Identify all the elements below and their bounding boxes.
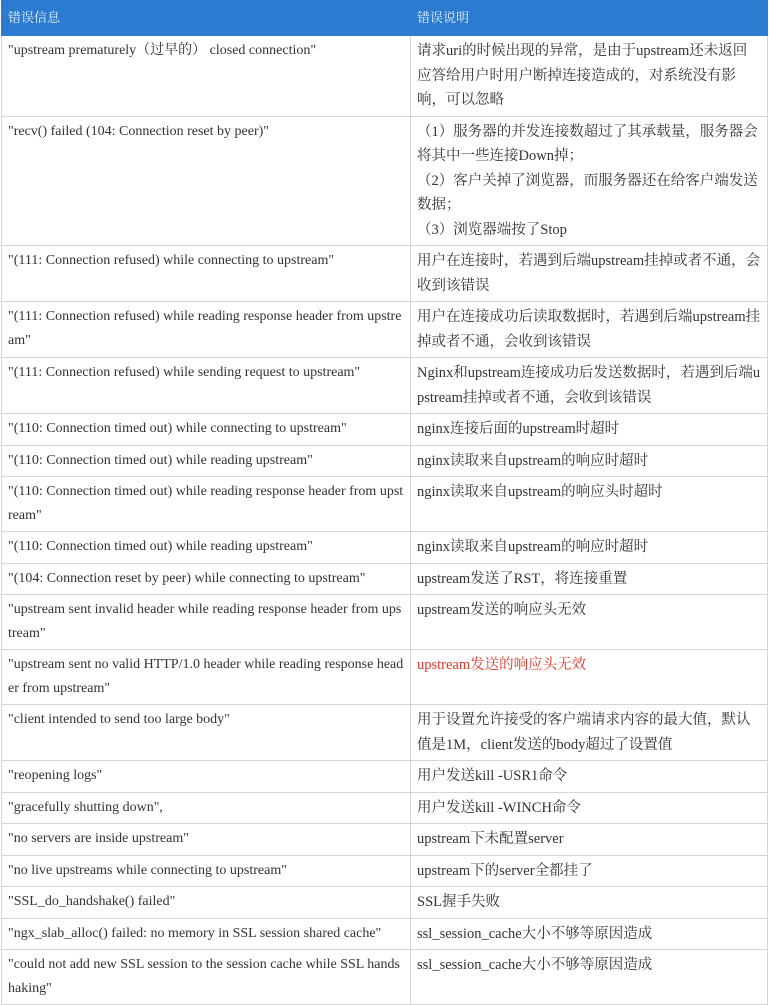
error-description-cell — [411, 116, 768, 246]
error-description-cell — [411, 918, 768, 950]
error-description-cell — [411, 358, 768, 414]
description-line: 请求uri的时候出现的异常，是由于upstream还未返回应答给用户时用户断掉连接造成的，对系统没有影响，可以忽略 — [417, 43, 748, 108]
description-line: ssl_session_cache大小不够等原因造成 — [417, 925, 653, 942]
description-line: upstream下未配置server — [417, 831, 564, 847]
description-line: nginx连接后面的upstream时超时 — [417, 421, 620, 437]
table-row — [2, 705, 768, 761]
description-line: nginx读取来自upstream的响应时超时 — [417, 539, 649, 555]
table-row — [2, 532, 768, 564]
table-row — [2, 824, 768, 856]
table-row — [2, 445, 768, 477]
description-line: 用户发送kill -USR1命令 — [417, 768, 568, 784]
error-description-cell — [411, 887, 768, 919]
description-line: nginx读取来自upstream的响应时超时 — [417, 452, 649, 469]
description-line: SSL握手失败 — [417, 894, 500, 910]
table-body — [2, 36, 768, 1005]
error-message-cell: "could not add new SSL session to the session cache while SSL handshaking" — [2, 950, 411, 1005]
description-line: upstream发送了RST，将连接重置 — [417, 570, 628, 587]
error-description-cell — [411, 950, 768, 1005]
error-message-cell: "client intended to send too large body" — [2, 705, 411, 761]
table-row — [2, 246, 768, 302]
error-message-cell: "gracefully shutting down", — [2, 792, 411, 824]
error-message-cell: "SSL_do_handshake() failed" — [2, 887, 411, 919]
error-message-cell: "upstream sent invalid header while reading response header from upstream" — [2, 595, 411, 650]
table-row — [2, 918, 768, 950]
table-header-row — [2, 1, 768, 36]
error-description-cell — [411, 761, 768, 793]
table-row — [2, 116, 768, 246]
error-message-cell: "(111: Connection refused) while reading response header from upstream" — [2, 302, 411, 358]
error-description-cell — [411, 445, 768, 477]
table-row — [2, 792, 768, 824]
error-message-cell: "upstream prematurely（过早的） closed connection" — [2, 36, 411, 117]
header-error-info: 错误信息 — [2, 1, 411, 36]
description-line: 用户发送kill -WINCH命令 — [417, 799, 581, 816]
description-line: （1）服务器的并发连接数超过了其承载量，服务器会将其中一些连接Down掉； — [417, 123, 758, 164]
description-line: （2）客户关掉了浏览器，而服务器还在给客户端发送数据； — [417, 172, 758, 213]
error-message-cell: "(111: Connection refused) while connecting to upstream" — [2, 246, 411, 302]
description-line: upstream下的server全都挂了 — [417, 862, 593, 879]
error-message-cell: "no live upstreams while connecting to upstream" — [2, 855, 411, 887]
description-line: Nginx和upstream连接成功后发送数据时，若遇到后端upstream挂掉或者不通，会收到该错误 — [417, 365, 761, 406]
table-row — [2, 950, 768, 1005]
error-description-cell — [411, 302, 768, 358]
error-message-cell: "(110: Connection timed out) while reading response header from upstream" — [2, 477, 411, 532]
error-description-cell — [411, 36, 768, 117]
description-line: 用户在连接时，若遇到后端upstream挂掉或者不通，会收到该错误 — [417, 253, 761, 294]
table-row — [2, 302, 768, 358]
error-description-cell — [411, 246, 768, 302]
table-row — [2, 36, 768, 117]
error-message-cell: "(110: Connection timed out) while connecting to upstream" — [2, 414, 411, 446]
error-description-cell — [411, 477, 768, 532]
error-description-cell — [411, 855, 768, 887]
error-description-cell — [411, 824, 768, 856]
description-line: （3）浏览器端按了Stop — [417, 221, 567, 238]
error-message-cell: "ngx_slab_alloc() failed: no memory in SSL session shared cache" — [2, 918, 411, 950]
error-message-cell: "(110: Connection timed out) while reading upstream" — [2, 532, 411, 564]
table-row — [2, 563, 768, 595]
description-line: upstream发送的响应头无效 — [417, 657, 587, 673]
error-message-cell: "upstream sent no valid HTTP/1.0 header while reading response header from upstream" — [2, 650, 411, 705]
table-row — [2, 887, 768, 919]
description-line: 用户在连接成功后读取数据时，若遇到后端upstream挂掉或者不通，会收到该错误 — [417, 309, 761, 350]
error-message-cell: "(111: Connection refused) while sending request to upstream" — [2, 358, 411, 414]
error-table — [1, 0, 768, 1005]
error-message-cell: "(110: Connection timed out) while reading upstream" — [2, 445, 411, 477]
table-row — [2, 477, 768, 532]
description-line: nginx读取来自upstream的响应头时超时 — [417, 484, 663, 500]
description-line: upstream发送的响应头无效 — [417, 602, 587, 618]
error-description-cell — [411, 532, 768, 564]
error-message-cell: "no servers are inside upstream" — [2, 824, 411, 856]
header-error-description: 错误说明 — [411, 1, 768, 36]
error-description-cell — [411, 705, 768, 761]
error-description-cell — [411, 650, 768, 705]
error-description-cell — [411, 792, 768, 824]
table-row — [2, 650, 768, 705]
table-row — [2, 855, 768, 887]
table-row — [2, 414, 768, 446]
description-line: 用于设置允许接受的客户端请求内容的最大值，默认值是1M，client发送的body超过了设置值 — [417, 712, 751, 753]
table-row — [2, 761, 768, 793]
error-description-cell — [411, 595, 768, 650]
table-row — [2, 595, 768, 650]
error-description-cell — [411, 563, 768, 595]
error-message-cell: "(104: Connection reset by peer) while connecting to upstream" — [2, 563, 411, 595]
table-row — [2, 358, 768, 414]
error-message-cell: "reopening logs" — [2, 761, 411, 793]
description-line: ssl_session_cache大小不够等原因造成 — [417, 957, 653, 973]
error-message-cell: "recv() failed (104: Connection reset by peer)" — [2, 116, 411, 246]
error-description-cell — [411, 414, 768, 446]
